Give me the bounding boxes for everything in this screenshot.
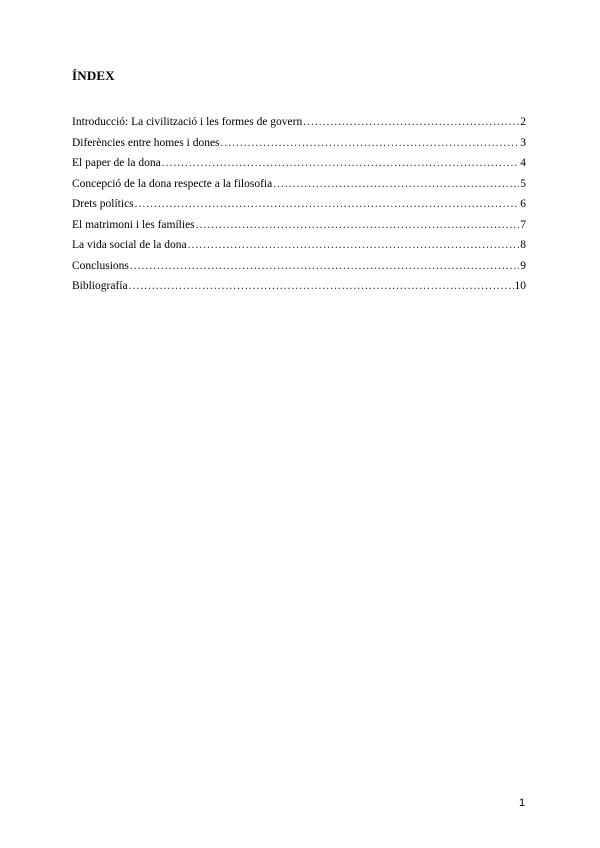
toc-entry[interactable] <box>72 196 526 217</box>
toc-entry-title: Concepció de la dona respecte a la filosofia <box>72 177 273 190</box>
dot-leader <box>273 176 519 192</box>
dot-leader <box>130 258 519 274</box>
toc-entry-page: 8 <box>520 239 526 251</box>
toc-entry-title: El matrimoni i les famílies <box>72 218 195 231</box>
toc-entry-page: 4 <box>520 157 526 169</box>
toc-entry[interactable] <box>72 155 526 176</box>
dot-leader <box>188 237 520 253</box>
toc-entry[interactable] <box>72 135 526 156</box>
toc-entry[interactable] <box>72 114 526 135</box>
toc-entry-title: Conclusions <box>72 259 129 272</box>
dot-leader <box>303 114 519 130</box>
toc-entry[interactable] <box>72 237 526 258</box>
toc-entry[interactable] <box>72 217 526 238</box>
toc-entry-page: 3 <box>520 136 526 149</box>
toc-entry-page: 10 <box>514 280 526 292</box>
dot-leader <box>221 135 520 151</box>
dot-leader <box>129 278 514 294</box>
table-of-contents <box>72 114 526 299</box>
toc-entry-title: El paper de la dona <box>72 157 161 169</box>
toc-entry-title: La vida social de la dona <box>72 239 187 251</box>
toc-entry-title: Diferències entre homes i dones <box>72 136 220 149</box>
toc-entry-title: Drets polítics <box>72 198 134 210</box>
toc-entry[interactable] <box>72 258 526 279</box>
dot-leader <box>196 217 520 233</box>
toc-entry-page: 2 <box>520 116 526 128</box>
toc-entry-title: Bibliografía <box>72 280 128 292</box>
dot-leader <box>162 155 519 171</box>
toc-entry-page: 9 <box>520 259 526 272</box>
dot-leader <box>135 196 520 212</box>
toc-entry-title: Introducció: La civilització i les formes de govern <box>72 116 303 128</box>
toc-entry-page: 6 <box>520 198 526 210</box>
page-number: 1 <box>519 797 526 809</box>
page-title: ÍNDEX <box>72 68 115 83</box>
toc-entry[interactable] <box>72 176 526 197</box>
toc-entry-page: 5 <box>520 177 526 190</box>
toc-entry-page: 7 <box>520 218 526 231</box>
toc-entry[interactable] <box>72 278 526 299</box>
